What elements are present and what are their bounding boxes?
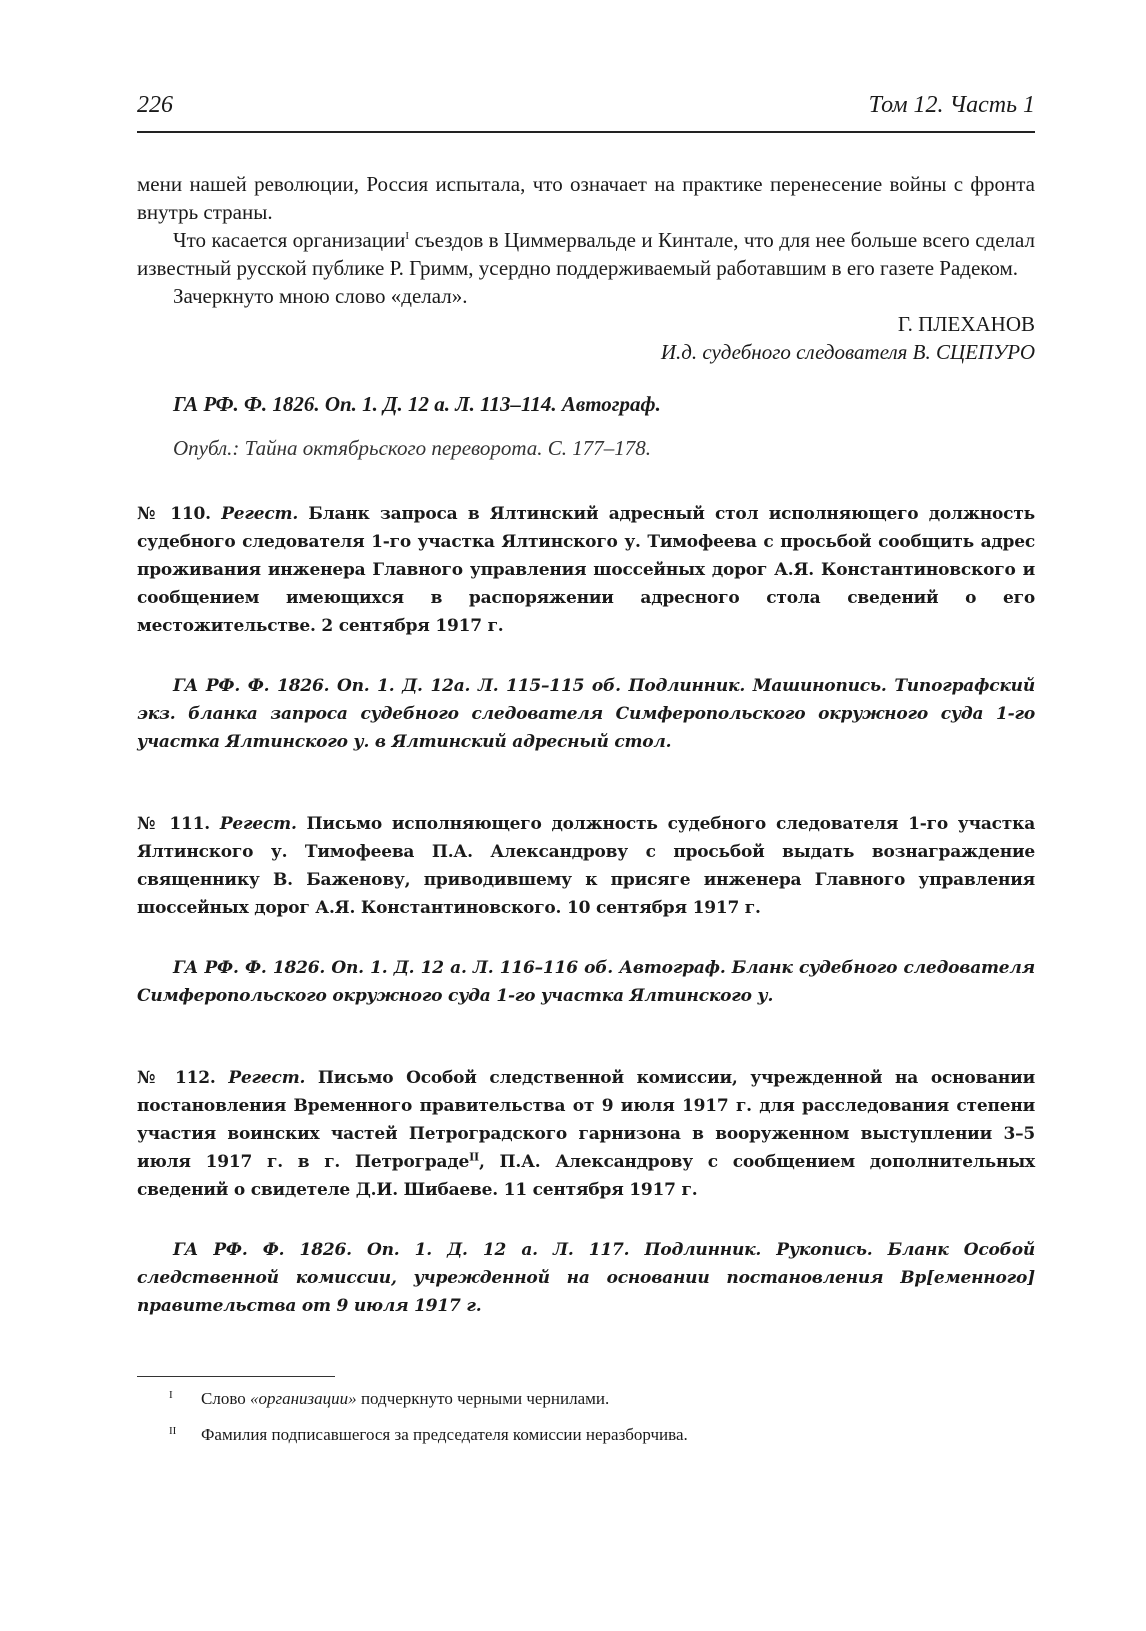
main-text [137, 170, 1035, 1320]
entry-111-number: № 111. [137, 814, 210, 834]
signature-plekhanov: Г. ПЛЕХАНОВ [897, 312, 1035, 336]
entry-110-source: ГА РФ. Ф. 1826. Оп. 1. Д. 12а. Л. 115–115 об. Подлинник. Машинопись. Типографский экз. бланка запроса судебного следователя Симферопольского окружного суда 1-го участка Ялтинского у. в Ялтинский адресный стол. [137, 676, 1035, 752]
entry-110-number: № 110. [137, 504, 211, 524]
footnote-i-mark: I [169, 1389, 173, 1401]
footnote-ii-mark: II [169, 1425, 177, 1437]
entry-110 [137, 500, 1035, 640]
footnote-i-post: подчеркнуто черными чернилами. [356, 1389, 610, 1408]
document-page [137, 0, 1035, 1631]
footnote-i [137, 1386, 1035, 1412]
footnotes [137, 1386, 1035, 1458]
page-number: 226 [137, 92, 173, 118]
entry-110-text: Бланк запроса в Ялтинский адресный стол исполняющего должность судебного следователя 1-го участка Ялтинского у. Тимофеева с просьбой сообщить адрес проживания инженера Главного управления шоссейных дорог А.Я. Константиновского и сообщением имеющихся в распоряжении адресного стола сведений о его местожительстве. 2 сентября 1917 г. [137, 504, 1035, 636]
entry-111-label: Регест. [219, 814, 297, 834]
paragraph-zimmerwald-rest: съездов в Циммервальде и Кинтале, что для нее больше всего сделал известный русской публике Р. Гримм, усердно поддерживаемый работавшим в его газете Радеком. [137, 228, 1035, 280]
entry-110-label: Регест. [221, 504, 299, 524]
publication-reference: Опубл.: Тайна октябрьского переворота. С. 177–178. [173, 436, 652, 460]
entry-111-text: Письмо исполняющего должность судебного следователя 1-го участка Ялтинского у. Тимофеева П.А. Александрову с просьбой выдать вознаграждение священнику В. Баженову, приводившему к присяге инженера Главного управления шоссейных дорог А.Я. Константиновского. 10 сентября 1917 г. [137, 814, 1036, 918]
paragraph-zimmerwald-start: Что касается организации [173, 228, 406, 252]
footnote-ref-ii: II [469, 1150, 479, 1164]
strike-note: Зачеркнуто мною слово «делал». [173, 284, 468, 308]
footnote-i-em: «организации» [249, 1389, 357, 1408]
signature-investigator: И.д. судебного следователя В. СЦЕПУРО [660, 340, 1035, 364]
archive-reference: ГА РФ. Ф. 1826. Оп. 1. Д. 12 а. Л. 113–114. Автограф. [173, 392, 661, 416]
header-rule [137, 131, 1035, 133]
running-header [137, 92, 1035, 128]
entry-112 [137, 1064, 1035, 1204]
paragraph-zimmerwald [137, 226, 1035, 282]
entry-112-text-a: Письмо Особой следственной комиссии, учрежденной на основании постановления Временного правительства от 9 июля 1917 г. для расследования степени участия воинских частей Петроградского гарнизона в вооруженном выступлении 3–5 июля 1917 г. в г. Петрограде [137, 1068, 1035, 1172]
footnote-i-pre: Слово [201, 1389, 250, 1408]
volume-title: Том 12. Часть 1 [868, 92, 1035, 118]
entry-112-source: ГА РФ. Ф. 1826. Оп. 1. Д. 12 а. Л. 117. Подлинник. Рукопись. Бланк Особой следственной комиссии, учрежденной на основании постановления Вр[еменного] правительства от 9 июля 1917 г. [137, 1240, 1035, 1316]
footnote-ii-text: Фамилия подписавшегося за председателя комиссии неразборчива. [201, 1425, 688, 1444]
continuation-paragraph: мени нашей революции, Россия испытала, что означает на практике перенесение войны с фронта внутрь страны. [137, 172, 1035, 224]
entry-112-text-b: , П.А. Александрову с сообщением дополнительных сведений о свидетеле Д.И. Шибаеве. 11 сентября 1917 г. [137, 1152, 1035, 1200]
footnote-ii [137, 1422, 1035, 1448]
entry-111-source: ГА РФ. Ф. 1826. Оп. 1. Д. 12 а. Л. 116–116 об. Автограф. Бланк судебного следователя Симферопольского окружного суда 1-го участка Ялтинского у. [137, 958, 1035, 1006]
footnote-ref-i: I [405, 230, 410, 242]
entry-112-label: Регест. [228, 1068, 306, 1088]
entry-112-number: № 112. [137, 1068, 216, 1088]
footnote-rule [137, 1376, 335, 1377]
entry-111 [137, 810, 1035, 922]
